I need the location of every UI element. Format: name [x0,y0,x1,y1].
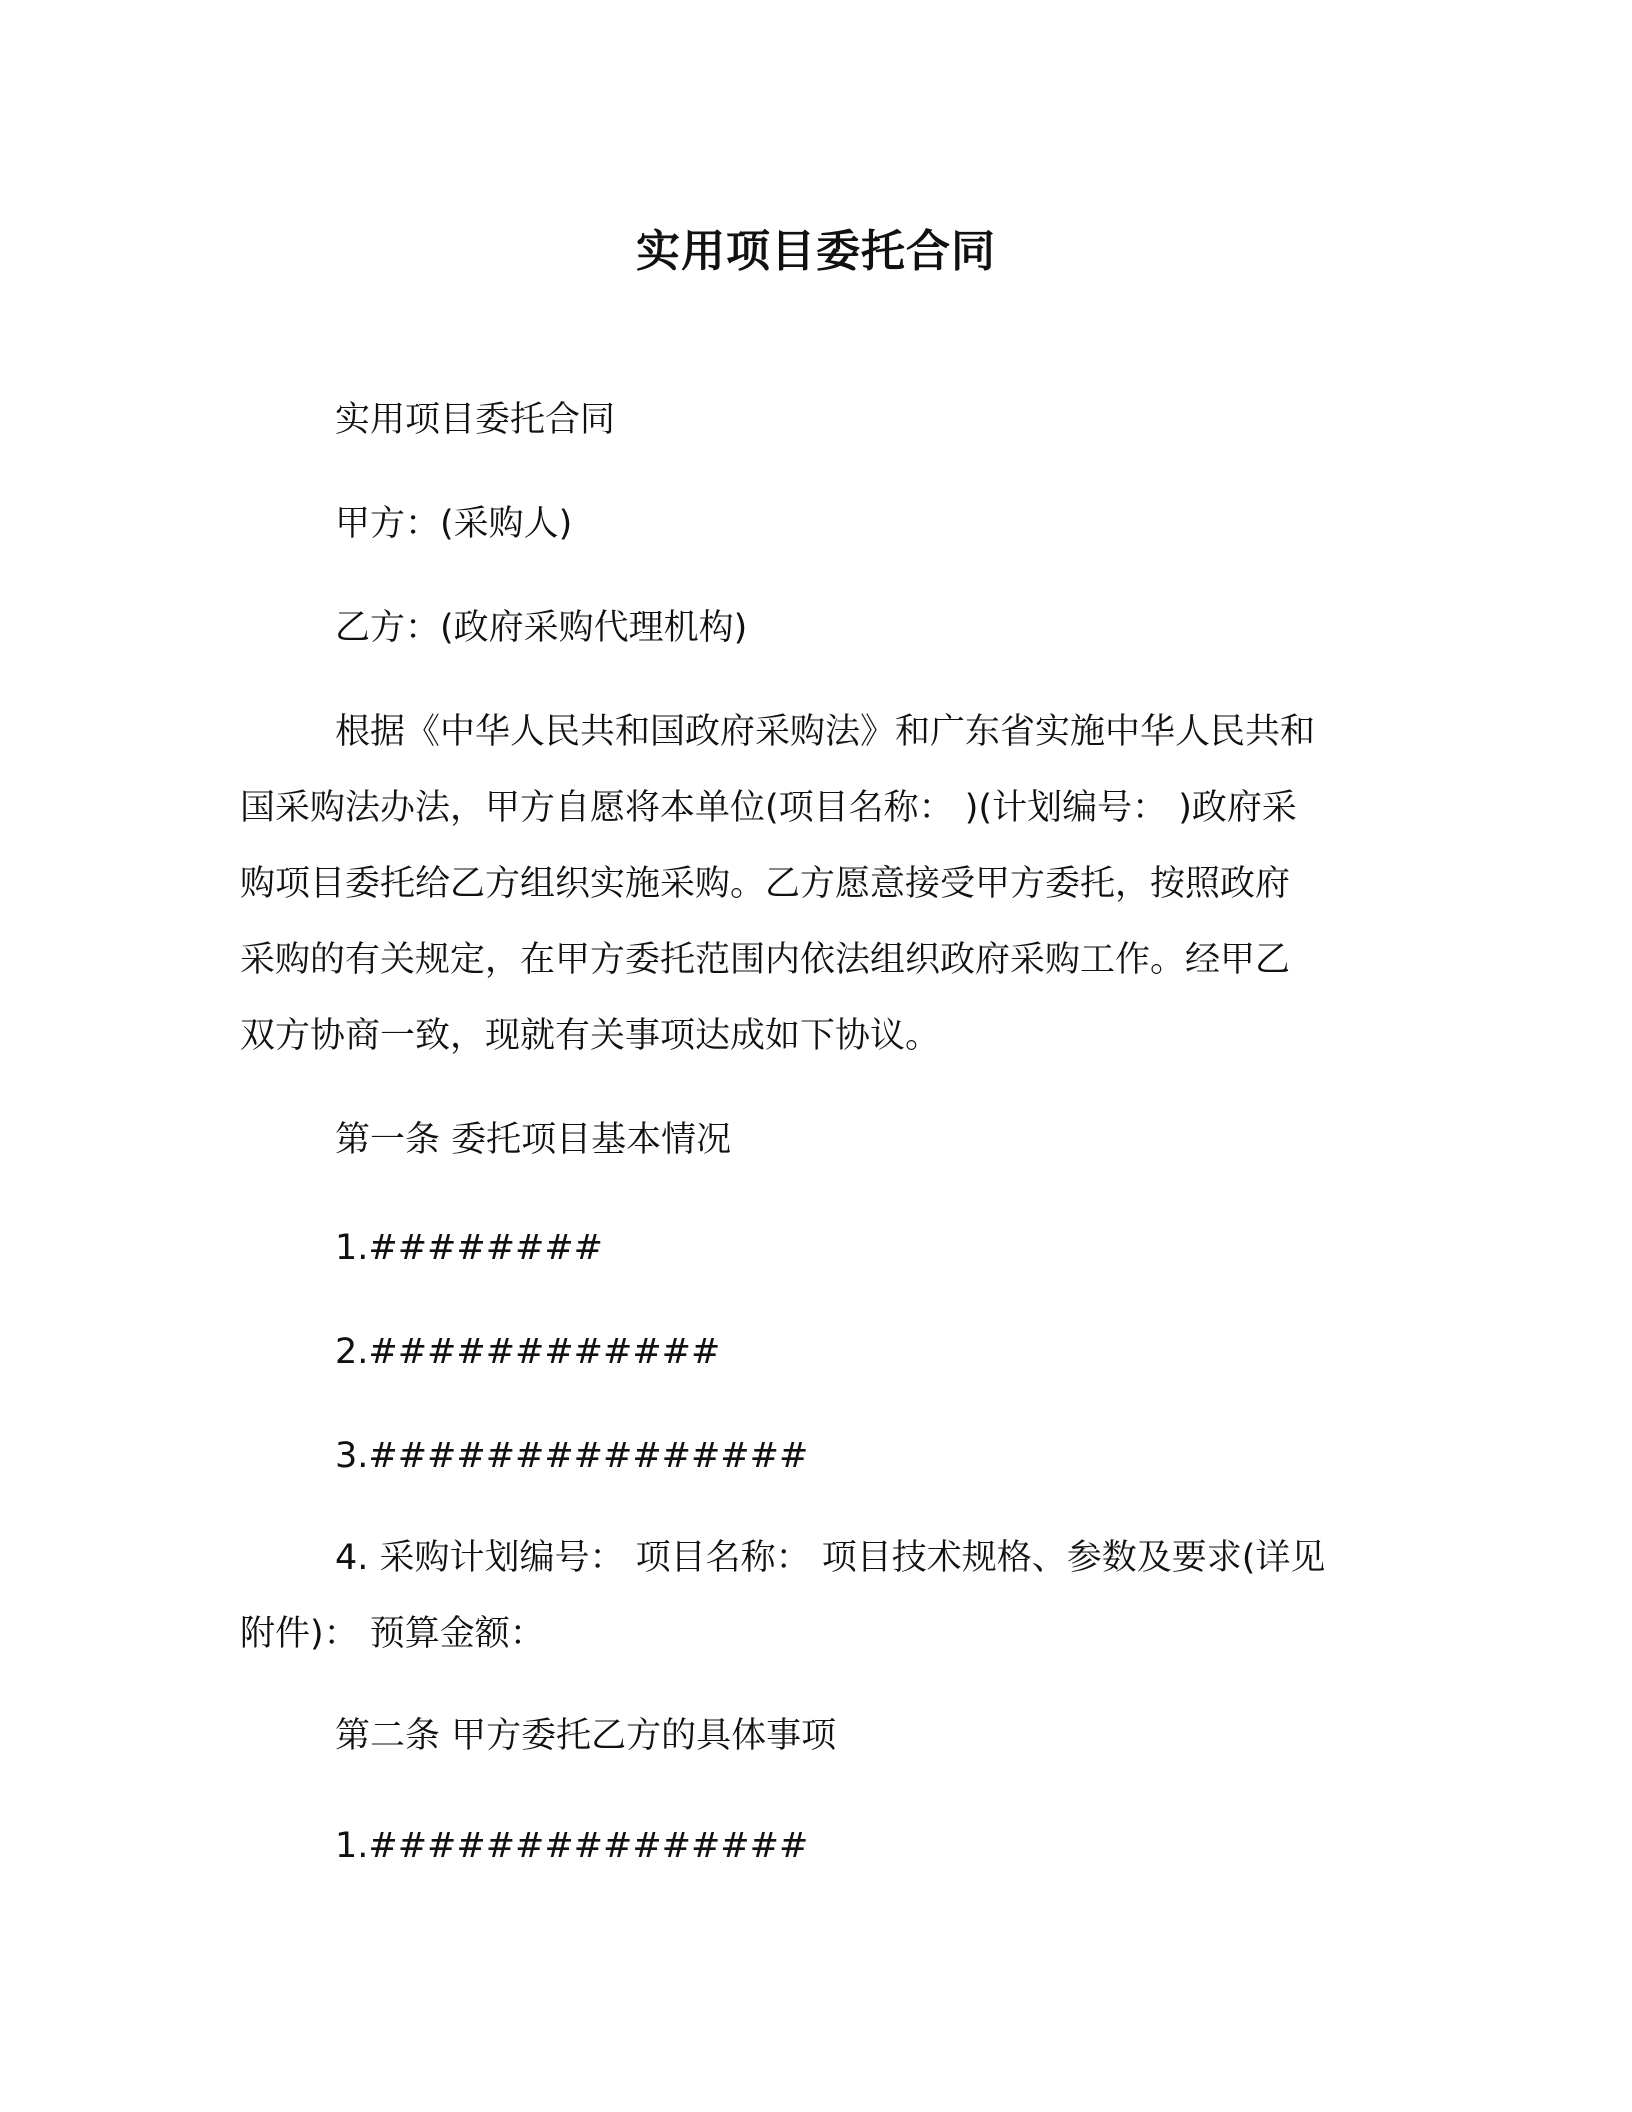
intro-line-2: 国采购法办法，甲方自愿将本单位(项目名称： )(计划编号： )政府采 [240,788,1297,828]
intro-line-1: 根据《中华人民共和国政府采购法》和广东省实施中华人民共和 [335,712,1316,752]
article-2-heading: 第二条 甲方委托乙方的具体事项 [335,1716,837,1756]
article-1-item: 3.############### [335,1436,809,1476]
intro-line-3: 购项目委托给乙方组织实施采购。乙方愿意接受甲方委托，按照政府 [240,864,1291,904]
intro-line-5: 双方协商一致，现就有关事项达成如下协议。 [240,1016,941,1056]
contract-subtitle: 实用项目委托合同 [335,400,616,440]
article-1-item-4-line-2: 附件)： 预算金额： [240,1614,545,1654]
party-b-line: 乙方：(政府采购代理机构) [335,608,748,648]
article-2-item: 1.############### [335,1826,809,1866]
document-title: 实用项目委托合同 [636,226,996,277]
intro-line-4: 采购的有关规定，在甲方委托范围内依法组织政府采购工作。经甲乙 [240,940,1291,980]
article-1-item-4-line-1: 4. 采购计划编号： 项目名称： 项目技术规格、参数及要求(详见 [335,1538,1326,1578]
article-1-item: 2.############ [335,1332,721,1372]
article-1-heading: 第一条 委托项目基本情况 [335,1120,732,1160]
party-a-line: 甲方：(采购人) [335,504,573,544]
article-1-item: 1.######## [335,1228,604,1268]
